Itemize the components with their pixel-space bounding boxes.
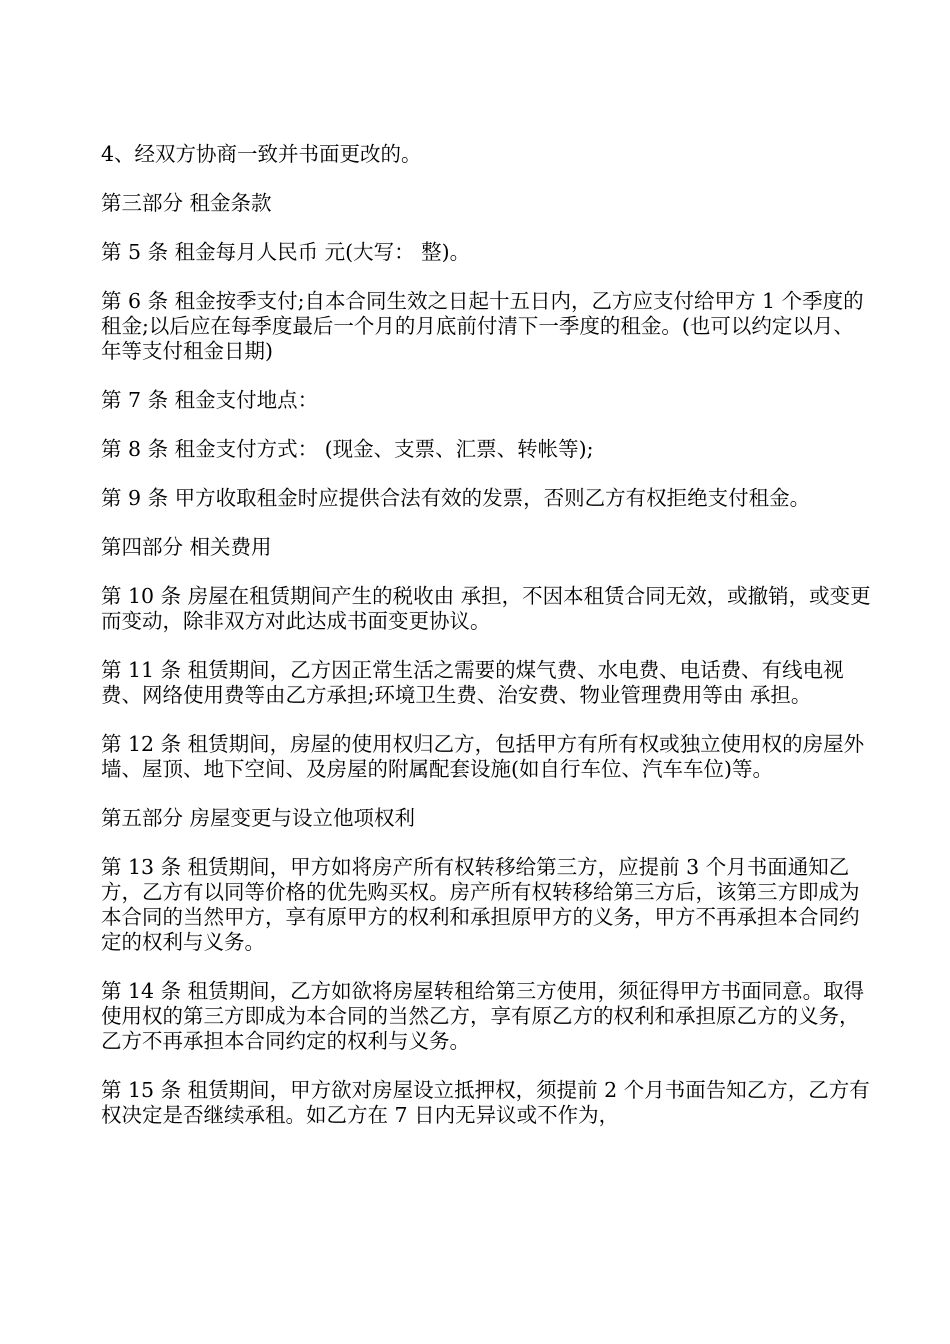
article-8: 第 8 条 租金支付方式： (现金、支票、汇票、转帐等); (101, 437, 594, 461)
article-11: 第 11 条 租赁期间，乙方因正常生活之需要的煤气费、水电费、电话费、有线电视费、网络使用费等由乙方承担;环境卫生费、治安费、物业管理费用等由 承担。 (101, 658, 844, 707)
document-body (101, 142, 871, 1152)
article-9: 第 9 条 甲方收取租金时应提供合法有效的发票，否则乙方有权拒绝支付租金。 (101, 486, 811, 510)
article-13: 第 13 条 租赁期间，甲方如将房产所有权转移给第三方，应提前 3 个月书面通知乙方，乙方有以同等价格的优先购买权。房产所有权转移给第三方后，该第三方即成为本合同的当然甲方，享有原甲方的权利和承担原甲方的义务，甲方不再承担本合同约定的权利与义务。 (101, 855, 860, 954)
section-heading-part-4: 第四部分 相关费用 (101, 535, 272, 559)
article-15: 第 15 条 租赁期间，甲方欲对房屋设立抵押权，须提前 2 个月书面告知乙方，乙方有权决定是否继续承租。如乙方在 7 日内无异议或不作为， (101, 1078, 870, 1127)
article-7: 第 7 条 租金支付地点： (101, 388, 319, 412)
section-heading-part-3: 第三部分 租金条款 (101, 191, 272, 215)
article-10: 第 10 条 房屋在租赁期间产生的税收由 承担，不因本租赁合同无效，或撤销，或变更而变动，除非双方对此达成书面变更协议。 (101, 584, 871, 633)
article-6: 第 6 条 租金按季支付;自本合同生效之日起十五日内，乙方应支付给甲方 1 个季度的租金;以后应在每季度最后一个月的月底前付清下一季度的租金。(也可以约定以月、年等支付租金日期) (101, 289, 864, 363)
article-5: 第 5 条 租金每月人民币 元(大写： 整)。 (101, 240, 471, 264)
article-14: 第 14 条 租赁期间，乙方如欲将房屋转租给第三方使用，须征得甲方书面同意。取得使用权的第三方即成为本合同的当然乙方，享有原乙方的权利和承担原乙方的义务，乙方不再承担本合同约定的权利与义务。 (101, 979, 865, 1053)
section-heading-part-5: 第五部分 房屋变更与设立他项权利 (101, 806, 416, 830)
clause-item-4: 4、经双方协商一致并书面更改的。 (101, 142, 422, 166)
article-12: 第 12 条 租赁期间，房屋的使用权归乙方，包括甲方有所有权或独立使用权的房屋外墙、屋顶、地下空间、及房屋的附属配套设施(如自行车位、汽车车位)等。 (101, 732, 865, 781)
